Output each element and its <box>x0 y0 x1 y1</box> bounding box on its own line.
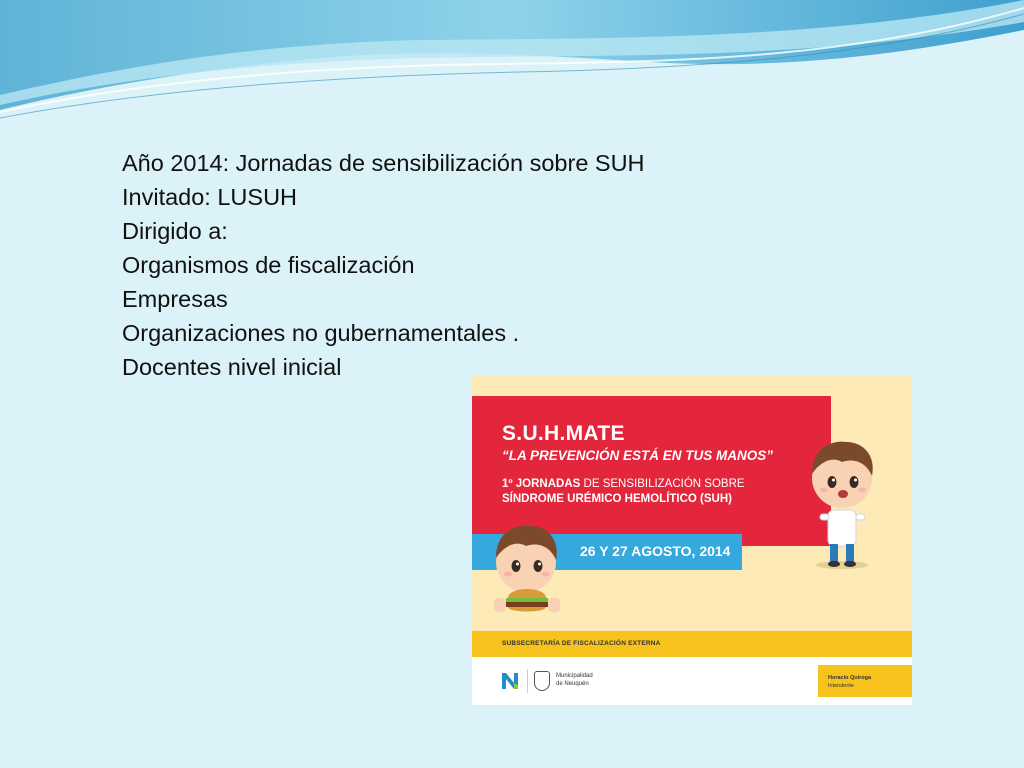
poster-slogan: “LA PREVENCIÓN ESTÁ EN TUS MANOS” <box>502 448 774 463</box>
intendente-name: Horacio Quiroga <box>828 675 872 681</box>
slide-line-organismos: Organismos de fiscalización <box>122 252 415 278</box>
poster-subsecretaria: SUBSECRETARÍA DE FISCALIZACIÓN EXTERNA <box>502 640 661 647</box>
poster-title: S.U.H.MATE <box>502 422 625 445</box>
event-poster <box>472 376 912 705</box>
poster-subsecretaria-band <box>472 631 912 657</box>
intendente-title: Intendente <box>828 683 854 689</box>
slide-text-block <box>122 146 645 384</box>
intendente-box <box>818 665 912 697</box>
slide-line-docentes: Docentes nivel inicial <box>122 354 342 380</box>
poster-jornadas-text <box>502 477 832 507</box>
poster-jornadas-num: 1º JORNADAS <box>502 478 581 490</box>
slide-line-dirigido: Dirigido a: <box>122 218 228 244</box>
poster-jornadas-line2: SÍNDROME URÉMICO HEMOLÍTICO (SUH) <box>502 493 732 505</box>
header-wave-decoration <box>0 0 1024 130</box>
neuquen-logo-icon <box>500 671 520 691</box>
footer-divider <box>527 669 528 693</box>
poster-date: 26 Y 27 AGOSTO, 2014 <box>580 543 731 559</box>
slide-line-title: Año 2014: Jornadas de sensibilización sobre SUH <box>122 150 645 176</box>
slide-line-invitado: Invitado: LUSUH <box>122 184 298 210</box>
poster-jornadas-rest: DE SENSIBILIZACIÓN SOBRE <box>580 478 745 490</box>
poster-footer <box>472 657 912 705</box>
doctor-kid-illustration <box>794 432 894 572</box>
municipal-seal-icon <box>534 671 550 691</box>
municipalidad-text: Municipalidad de Neuquén <box>556 673 593 687</box>
burger-kid-illustration <box>484 518 574 623</box>
slide-line-ong: Organizaciones no gubernamentales . <box>122 320 520 346</box>
slide-line-empresas: Empresas <box>122 286 228 312</box>
